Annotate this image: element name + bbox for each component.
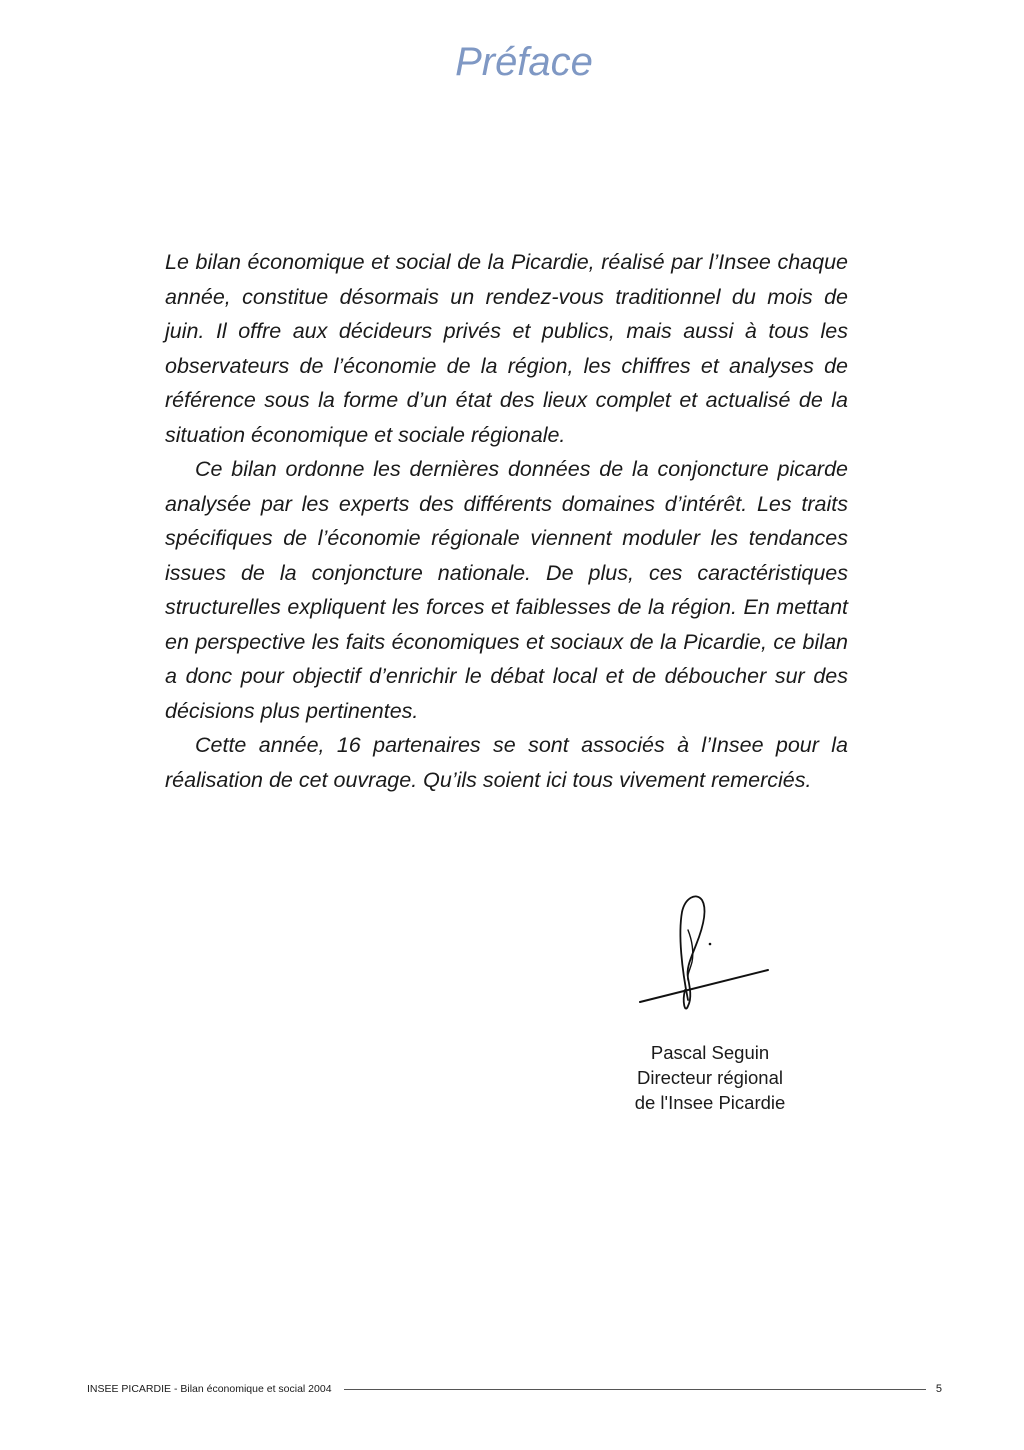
paragraph-3: Cette année, 16 partenaires se sont associés à l’Insee pour la réalisation de cet ouvrage. Qu’ils soient ici tous vivement remerciés. [165,733,848,792]
signatory-role: Directeur régional [636,1067,783,1088]
footer-rule [344,1389,926,1390]
footer-publication: INSEE PICARDIE - Bilan économique et social 2004 [87,1383,332,1395]
paragraph-1: Le bilan économique et social de la Picardie, réalisé par l’Insee chaque année, constitue désormais un rendez-vous traditionnel du mois de juin. Il offre aux décideurs privés et publics, mais aussi à tous les observateurs de l’économie de la région, les chiffres et analyses de référence sous la forme d’un état des lieux complet et actualisé de la situation économique et sociale régionale. [165,250,848,447]
signatory-organization: de l'Insee Picardie [634,1092,786,1113]
page-title: Préface [455,40,593,84]
page-number: 5 [935,1383,942,1395]
page-footer [87,1381,942,1397]
signatory-block [560,1040,860,1115]
preface-body [165,245,848,797]
paragraph-2: Ce bilan ordonne les dernières données de la conjoncture picarde analysée par les experts des différents domaines d’intérêt. Les traits spécifiques de l’économie régionale viennent moduler les tendances issues de la conjoncture nationale. De plus, ces caractéristiques structurelles expliquent les forces et faiblesses de la région. En mettant en perspective les faits économiques et sociaux de la Picardie, ce bilan a donc pour objectif d’enrichir le débat local et de déboucher sur des décisions plus pertinentes. [165,457,848,723]
handwritten-signature [630,890,780,1020]
signatory-name: Pascal Seguin [650,1042,770,1063]
